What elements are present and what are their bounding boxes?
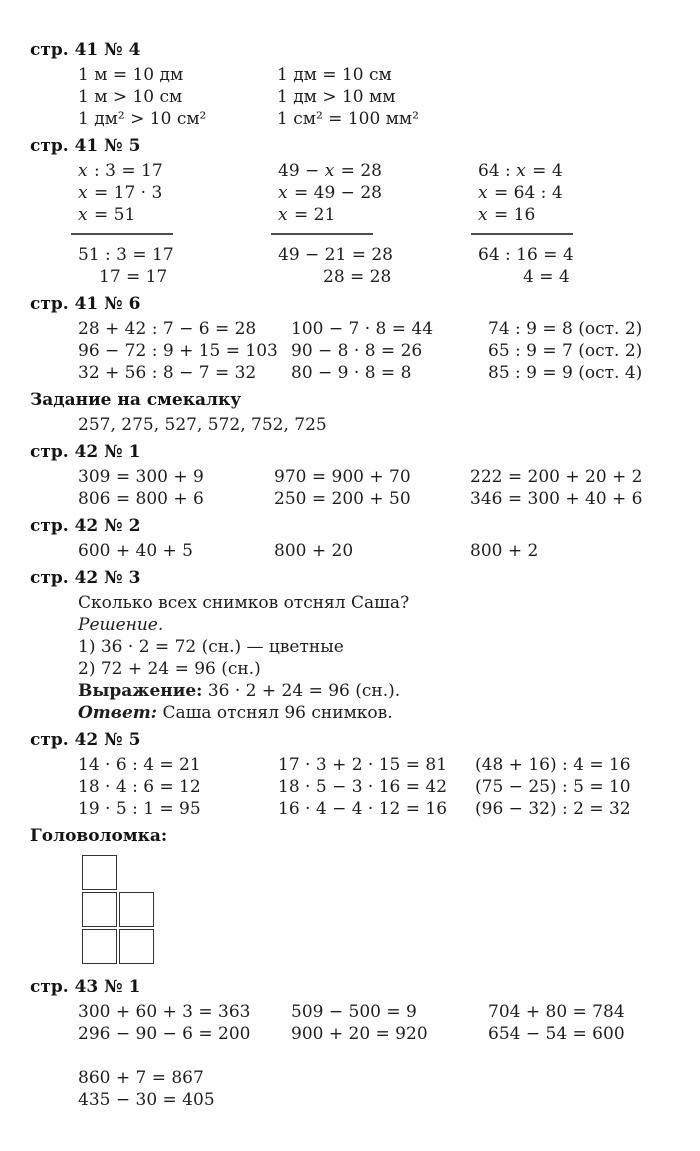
text-line: 1) 36 · 2 = 72 (сн.) — цветные <box>78 637 344 657</box>
section-body <box>30 855 670 964</box>
section-smekalka <box>30 389 670 436</box>
equation: 1 дм = 10 см <box>277 65 392 85</box>
equation-check: 17 = 17 <box>99 267 168 287</box>
math-variable-x: x <box>516 161 526 181</box>
equation: 860 + 7 = 867 <box>78 1068 204 1088</box>
equation-row <box>78 540 670 562</box>
puzzle-cell <box>82 929 117 964</box>
lead-word: Ответ: <box>78 703 158 723</box>
equation-row <box>78 64 670 86</box>
puzzle-row <box>82 929 670 964</box>
equation-row <box>78 488 670 510</box>
equation: 96 − 72 : 9 + 15 = 103 <box>78 341 278 361</box>
puzzle-figure <box>82 855 670 964</box>
equation: 900 + 20 = 920 <box>291 1024 428 1044</box>
puzzle-cell <box>82 892 117 927</box>
puzzle-row <box>82 892 670 927</box>
equation: 1 дм² > 10 см² <box>78 109 207 129</box>
equation: 1 м = 10 дм <box>78 65 184 85</box>
equation: 704 + 80 = 784 <box>488 1002 625 1022</box>
text-line: 257, 275, 527, 572, 752, 725 <box>78 415 327 435</box>
equation: 250 = 200 + 50 <box>274 489 411 509</box>
section-body <box>30 318 670 384</box>
section-header: стр. 42 № 1 <box>30 442 141 462</box>
text-line: Решение. <box>78 615 164 635</box>
math-variable-x: x <box>478 205 488 225</box>
section-p43-no1 <box>30 976 670 1111</box>
section-p42-no1 <box>30 441 670 510</box>
equation-step: x = 51 <box>78 205 136 225</box>
equation: 970 = 900 + 70 <box>274 467 411 487</box>
equation: 18 · 4 : 6 = 12 <box>78 777 201 797</box>
extra-equations <box>78 1067 670 1111</box>
equation: 18 · 5 − 3 · 16 = 42 <box>278 777 448 797</box>
equation-step: x = 17 · 3 <box>78 183 163 203</box>
puzzle-row <box>82 855 670 890</box>
equation-row <box>78 108 670 130</box>
equation: 14 · 6 : 4 = 21 <box>78 755 201 775</box>
equation-check: 64 : 16 = 4 <box>478 245 574 265</box>
equation: (96 − 32) : 2 = 32 <box>475 799 631 819</box>
section-body <box>30 414 670 436</box>
equation-step: 49 − x = 28 <box>278 161 382 181</box>
equation-step: x = 64 : 4 <box>478 183 563 203</box>
section-p41-no4 <box>30 39 670 130</box>
equation: 85 : 9 = 9 (ост. 4) <box>488 363 643 383</box>
equation: 19 · 5 : 1 = 95 <box>78 799 201 819</box>
equation-row <box>78 1023 670 1045</box>
section-body <box>30 1001 670 1111</box>
equation: 300 + 60 + 3 = 363 <box>78 1002 251 1022</box>
section-p42-no5 <box>30 729 670 820</box>
text-line: 2) 72 + 24 = 96 (сн.) <box>78 659 261 679</box>
text-line: Сколько всех снимков отснял Саша? <box>78 593 410 613</box>
section-header: стр. 43 № 1 <box>30 977 141 997</box>
math-variable-x: x <box>78 161 88 181</box>
puzzle-cell <box>119 892 154 927</box>
equation-check: 4 = 4 <box>523 267 570 287</box>
solve-block <box>478 160 670 288</box>
equation: 1 дм > 10 мм <box>277 87 396 107</box>
math-variable-x: x <box>78 183 88 203</box>
equation: 16 · 4 − 4 · 12 = 16 <box>278 799 448 819</box>
solve-block <box>78 160 278 288</box>
equation-step: x = 16 <box>478 205 536 225</box>
equation: (75 − 25) : 5 = 10 <box>475 777 631 797</box>
section-header: стр. 41 № 4 <box>30 40 141 60</box>
section-body <box>30 592 670 724</box>
equation: 65 : 9 = 7 (ост. 2) <box>488 341 643 361</box>
equation: 90 − 8 · 8 = 26 <box>291 341 423 361</box>
section-p41-no6 <box>30 293 670 384</box>
section-header: стр. 42 № 2 <box>30 516 141 536</box>
equation: 74 : 9 = 8 (ост. 2) <box>488 319 643 339</box>
section-header: Задание на смекалку <box>30 390 242 410</box>
math-variable-x: x <box>278 183 288 203</box>
equation: 28 + 42 : 7 − 6 = 28 <box>78 319 257 339</box>
equation: 222 = 200 + 20 + 2 <box>470 467 643 487</box>
answer-divider-line <box>471 233 573 235</box>
math-variable-x: x <box>324 161 335 181</box>
section-header: стр. 41 № 6 <box>30 294 141 314</box>
puzzle-cell <box>82 855 117 890</box>
equation-row <box>78 362 670 384</box>
solve-block <box>278 160 478 288</box>
equation-row <box>78 776 670 798</box>
section-header: стр. 41 № 5 <box>30 136 141 156</box>
section-body <box>30 754 670 820</box>
section-p42-no3 <box>30 567 670 724</box>
equation: 435 − 30 = 405 <box>78 1090 215 1110</box>
section-p41-no5 <box>30 135 670 288</box>
section-p42-no2 <box>30 515 670 562</box>
equation-row <box>78 798 670 820</box>
equation: 806 = 800 + 6 <box>78 489 204 509</box>
section-header: стр. 42 № 5 <box>30 730 141 750</box>
equation: (48 + 16) : 4 = 16 <box>475 755 631 775</box>
answer-divider-line <box>71 233 173 235</box>
lead-word: Выражение: <box>78 681 203 701</box>
math-variable-x: x <box>278 205 288 225</box>
puzzle-cell <box>119 929 154 964</box>
section-body <box>30 466 670 510</box>
puzzle-empty-cell <box>119 855 154 890</box>
equation: 654 − 54 = 600 <box>488 1024 625 1044</box>
equation-row <box>78 86 670 108</box>
equation-step: x : 3 = 17 <box>78 161 163 181</box>
math-variable-x: x <box>478 183 488 203</box>
text-line: Ответ: Саша отснял 96 снимков. <box>78 703 393 723</box>
section-body <box>30 64 670 130</box>
section-golovolomka <box>30 825 670 964</box>
section-header: стр. 42 № 3 <box>30 568 141 588</box>
equation: 800 + 2 <box>470 541 539 561</box>
section-header: Головоломка: <box>30 826 168 846</box>
equation-row <box>78 754 670 776</box>
equation-step: x = 49 − 28 <box>278 183 382 203</box>
equation-row <box>78 1001 670 1023</box>
equation-row <box>78 340 670 362</box>
equation: 346 = 300 + 40 + 6 <box>470 489 643 509</box>
equation: 32 + 56 : 8 − 7 = 32 <box>78 363 257 383</box>
answer-divider-line <box>271 233 373 235</box>
equation-row <box>78 466 670 488</box>
section-body <box>30 540 670 562</box>
equation: 800 + 20 <box>274 541 354 561</box>
equation: 309 = 300 + 9 <box>78 467 204 487</box>
equation-step: 64 : x = 4 <box>478 161 563 181</box>
equation: 600 + 40 + 5 <box>78 541 193 561</box>
equation-step: x = 21 <box>278 205 336 225</box>
equation: 509 − 500 = 9 <box>291 1002 417 1022</box>
equation-check: 28 = 28 <box>323 267 392 287</box>
text-line: Выражение: 36 · 2 + 24 = 96 (сн.). <box>78 681 401 701</box>
equation-check: 49 − 21 = 28 <box>278 245 393 265</box>
section-body <box>30 160 670 288</box>
equation: 17 · 3 + 2 · 15 = 81 <box>278 755 448 775</box>
equation-row <box>78 318 670 340</box>
equation: 100 − 7 · 8 = 44 <box>291 319 434 339</box>
equation: 1 м > 10 см <box>78 87 183 107</box>
equation-check: 51 : 3 = 17 <box>78 245 174 265</box>
equation: 296 − 90 − 6 = 200 <box>78 1024 251 1044</box>
equation: 80 − 9 · 8 = 8 <box>291 363 412 383</box>
math-variable-x: x <box>78 205 88 225</box>
equation: 1 см² = 100 мм² <box>277 109 419 129</box>
